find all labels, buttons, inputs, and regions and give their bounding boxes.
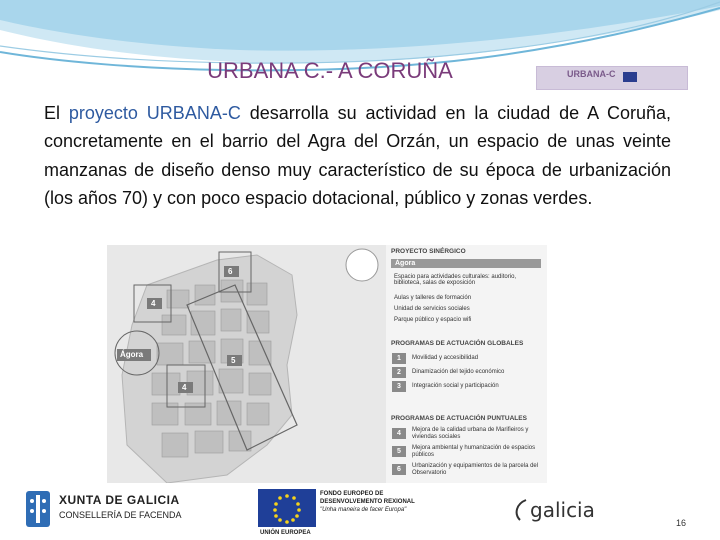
- body-paragraph: [44, 99, 671, 213]
- galicia-swoosh-icon: [512, 498, 532, 522]
- legend-num-badge: 5: [392, 446, 406, 457]
- legend-globales-title: PROGRAMAS DE ACTUACIÓN GLOBALES: [391, 340, 524, 347]
- eu-label: UNIÓN EUROPEA: [260, 530, 311, 536]
- legend-num-badge: 1: [392, 353, 406, 364]
- eu-flag-icon: [623, 72, 637, 82]
- legend-agora-item: Unidad de servicios sociales: [394, 306, 470, 312]
- legend-num-label: Dinamización del tejido económico: [412, 369, 505, 375]
- legend-agora-item: Parque público y espacio wifi: [394, 317, 472, 323]
- xunta-department: CONSELLERÍA DE FACENDA: [59, 510, 182, 520]
- feder-motto: "Unha maneira de facer Europa": [320, 507, 407, 513]
- paragraph-lead: El: [44, 103, 69, 123]
- eu-flag-icon: [258, 489, 316, 527]
- feder-line1: FONDO EUROPEO DE: [320, 491, 384, 497]
- eu-feder-logo: [258, 489, 428, 537]
- map-label-6: 6: [228, 267, 233, 276]
- legend-sinergico-title: PROYECTO SINÉRGICO: [391, 248, 466, 255]
- legend-num-label: Mejora de la calidad urbana de Marifieiros y viviendas sociales: [412, 427, 529, 440]
- legend-agora-item: Aulas y talleres de formación: [394, 295, 472, 301]
- legend-num-badge: 6: [392, 464, 406, 475]
- urbana-c-logo: [536, 66, 688, 90]
- legend-agora-bar: Ágora: [391, 259, 541, 268]
- xunta-name: XUNTA DE GALICIA: [59, 493, 180, 507]
- legend-num-label: Mejora ambiental y humanización de espacios públicos: [412, 445, 536, 458]
- map-label-agora: Ágora: [120, 350, 144, 359]
- legend-num-badge: 2: [392, 367, 406, 378]
- legend-agora-item: Espacio para actividades culturales: auditorio, biblioteca, salas de exposición: [394, 274, 517, 286]
- paragraph-rest: desarrolla su actividad en la ciudad de A Coruña, concretamente en el barrio del Agra del Orzán, un espacio de unas veinte manzanas de diseño denso muy característico de su época de urbanización (los años 70) y con poco espacio dotacional, público y zonas verdes.: [44, 103, 671, 209]
- xunta-crest-icon: [24, 489, 52, 529]
- legend-num-label: Integración social y participación: [412, 383, 499, 389]
- map-label-4b: 4: [182, 383, 187, 392]
- legend-puntuales-title: PROGRAMAS DE ACTUACIÓN PUNTUALES: [391, 415, 527, 422]
- map-label-5: 5: [231, 356, 236, 365]
- urbana-c-logo-text: URBANA-C: [567, 69, 616, 79]
- galicia-wordmark: galicia: [530, 498, 595, 522]
- paragraph-highlight: proyecto URBANA-C: [68, 103, 241, 123]
- feder-line2: DESENVOLVEMENTO REXIONAL: [320, 499, 415, 505]
- map-label-4a: 4: [151, 299, 156, 308]
- slide-title: URBANA C.- A CORUÑA: [207, 58, 453, 83]
- map-legend: [386, 245, 547, 483]
- xunta-galicia-logo: [24, 489, 184, 531]
- legend-num-label: Movilidad y accesibilidad: [412, 355, 479, 361]
- legend-num-badge: 3: [392, 381, 406, 392]
- legend-num-badge: 4: [392, 428, 406, 439]
- galicia-brand-logo: [512, 492, 595, 532]
- legend-num-label: Urbanización y equipamientos de la parcela del Observatorio: [412, 463, 539, 476]
- page-number: 16: [676, 518, 687, 528]
